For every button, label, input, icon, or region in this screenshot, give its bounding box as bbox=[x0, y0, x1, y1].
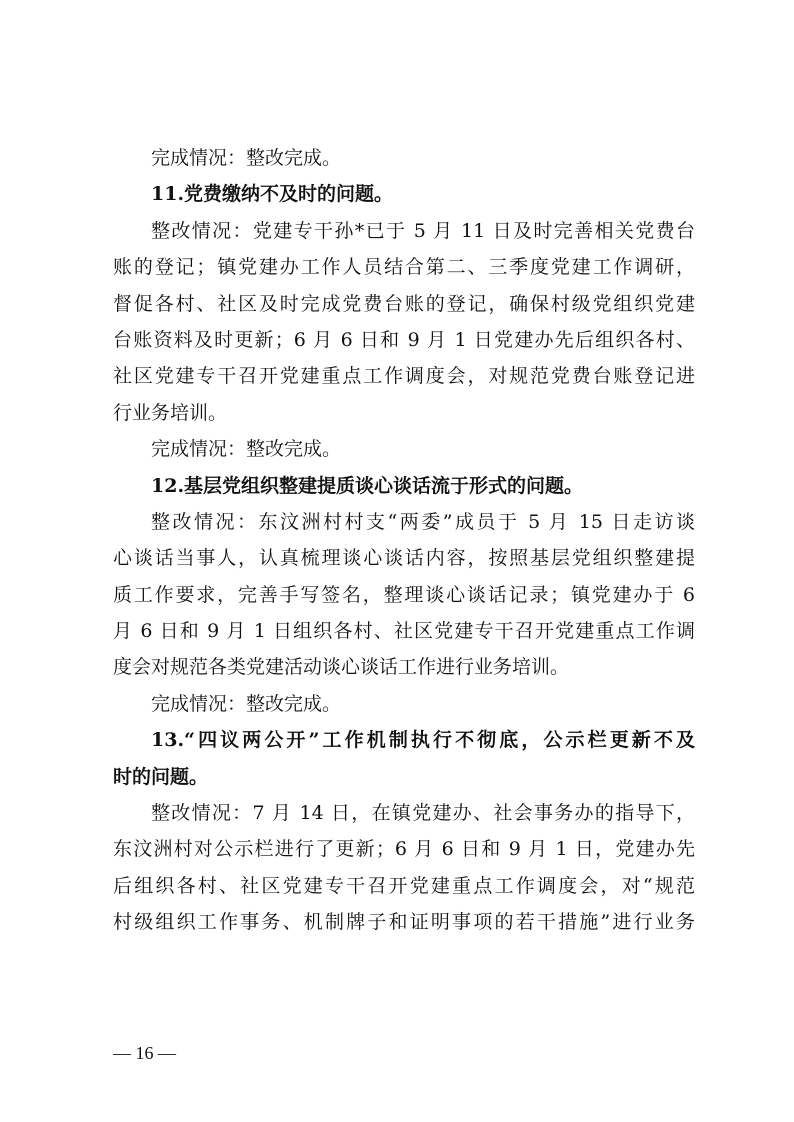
paragraph-line: 台账资料及时更新；6 月 6 日和 9 月 1 日党建办先后组织各村、 bbox=[113, 328, 695, 351]
section-heading-13-continued: 时的问题。 bbox=[113, 765, 209, 788]
paragraph-line: 行业务培训。 bbox=[113, 401, 228, 424]
paragraph-line: 账的登记；镇党建办工作人员结合第二、三季度党建工作调研， bbox=[113, 256, 695, 279]
paragraph-line: 社区党建专干召开党建重点工作调度会，对规范党费台账登记进 bbox=[113, 365, 695, 388]
paragraph-line: 东汶洲村对公示栏进行了更新；6 月 6 日和 9 月 1 日，党建办先 bbox=[113, 838, 695, 861]
section-heading-11: 11.党费缴纳不及时的问题。 bbox=[151, 183, 394, 206]
paragraph-line: 度会对规范各类党建活动谈心谈话工作进行业务培训。 bbox=[113, 656, 570, 679]
document-body bbox=[113, 140, 695, 941]
paragraph-line: 质工作要求，完善手写签名，整理谈心谈话记录；镇党建办于 6 bbox=[113, 583, 695, 606]
section-heading-12: 12.基层党组织整建提质谈心谈话流于形式的问题。 bbox=[151, 474, 584, 497]
paragraph-line: 整改情况：党建专干孙*已于 5 月 11 日及时完善相关党费台 bbox=[151, 219, 695, 242]
paragraph-line: 整改情况：7 月 14 日，在镇党建办、社会事务办的指导下， bbox=[151, 802, 695, 825]
completion-status: 完成情况：整改完成。 bbox=[151, 438, 342, 461]
paragraph-line: 整改情况：东汶洲村村支“两委”成员于 5 月 15 日走访谈 bbox=[151, 510, 695, 533]
paragraph-line: 月 6 日和 9 月 1 日组织各村、社区党建专干召开党建重点工作调 bbox=[113, 620, 695, 643]
completion-status: 完成情况：整改完成。 bbox=[151, 692, 342, 715]
paragraph-line: 村级组织工作事务、机制牌子和证明事项的若干措施”进行业务 bbox=[113, 911, 695, 934]
section-heading-13: 13.“四议两公开”工作机制执行不彻底，公示栏更新不及 bbox=[151, 729, 695, 752]
page-number: — 16 — bbox=[113, 1043, 176, 1063]
paragraph-line: 心谈话当事人，认真梳理谈心谈话内容，按照基层党组织整建提 bbox=[113, 547, 695, 570]
paragraph-line: 督促各村、社区及时完成党费台账的登记，确保村级党组织党建 bbox=[113, 292, 695, 315]
completion-status: 完成情况：整改完成。 bbox=[151, 147, 342, 169]
paragraph-line: 后组织各村、社区党建专干召开党建重点工作调度会，对“规范 bbox=[113, 874, 695, 897]
